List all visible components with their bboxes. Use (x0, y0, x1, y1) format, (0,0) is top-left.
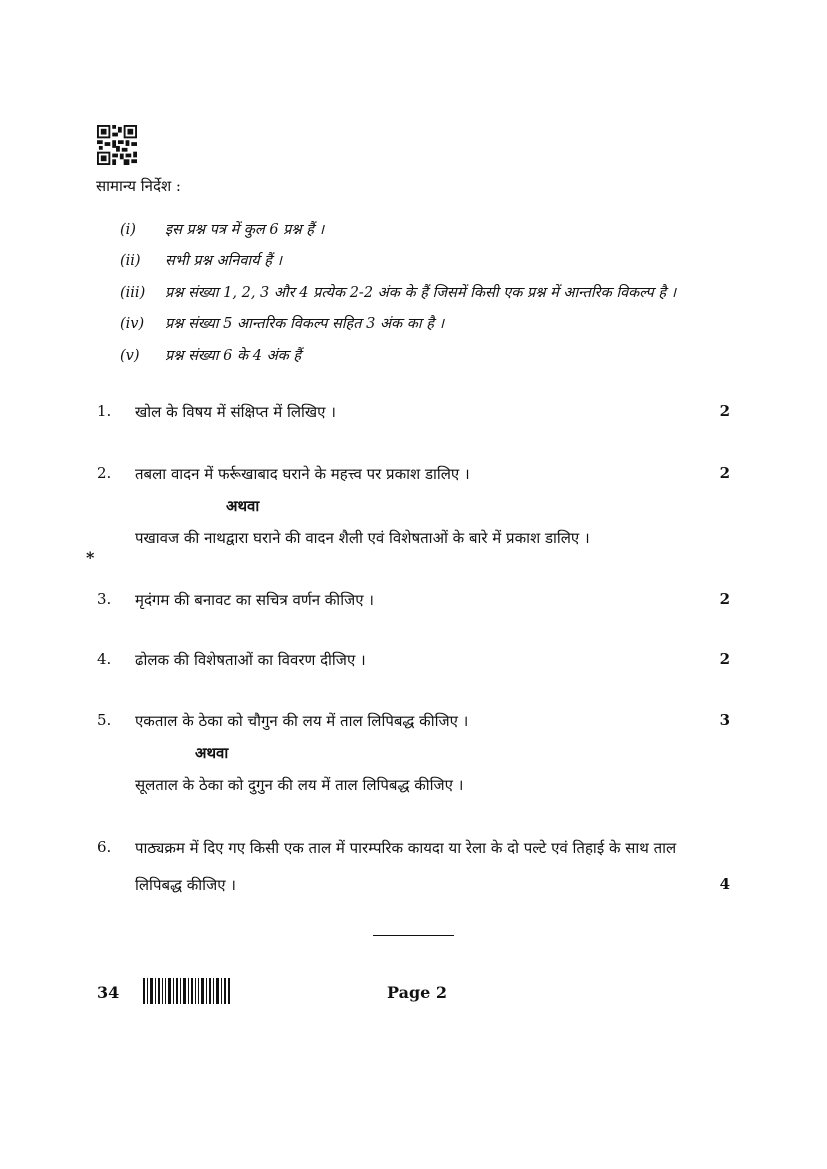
instruction-number: (iii) (120, 285, 146, 301)
instruction-text: इस प्रश्न पत्र में कुल 6 प्रश्न हैं । (165, 222, 325, 238)
instruction-text: प्रश्न संख्या 1, 2, 3 और 4 प्रत्येक 2-2 अंक के हैं जिसमें किसी एक प्रश्न में आन्तरिक विकल्प है । (165, 285, 677, 301)
question-number: 2. (97, 464, 112, 482)
alternative-question-text: पखावज की नाथद्वारा घराने की वादन शैली एवं विशेषताओं के बारे में प्रकाश डालिए । (135, 529, 590, 547)
end-divider (373, 935, 454, 936)
question-number: 5. (97, 711, 112, 729)
instruction-number: (i) (120, 222, 136, 238)
instruction-text: प्रश्न संख्या 5 आन्तरिक विकल्प सहित 3 अंक का है । (165, 316, 445, 332)
instruction-number: (ii) (120, 253, 141, 269)
question-number: 4. (97, 650, 112, 668)
question-text-line2: लिपिबद्ध कीजिए । (135, 876, 236, 894)
question-marks: 2 (719, 464, 730, 482)
question-text: ढोलक की विशेषताओं का विवरण दीजिए । (135, 651, 366, 669)
or-label: अथवा (226, 497, 260, 515)
instruction-text: सभी प्रश्न अनिवार्य हैं । (165, 253, 282, 269)
question-text: एकताल के ठेका को चौगुन की लय में ताल लिपिबद्ध कीजिए । (135, 712, 469, 730)
paper-code: 34 (97, 983, 120, 1002)
question-marks: 3 (719, 711, 730, 729)
alternative-question-text: सूलताल के ठेका को दुगुन की लय में ताल लिपिबद्ध कीजिए । (135, 776, 464, 794)
question-number: 3. (97, 590, 112, 608)
question-marks: 4 (719, 875, 730, 893)
instruction-number: (v) (120, 348, 140, 364)
question-text-line1: पाठ्यक्रम में दिए गए किसी एक ताल में पारम्परिक कायदा या रेला के दो पल्टे एवं तिहाई के साथ ताल (135, 839, 677, 857)
question-text: मृदंगम की बनावट का सचित्र वर्णन कीजिए । (135, 591, 374, 609)
question-text: खोल के विषय में संक्षिप्त में लिखिए । (135, 403, 336, 421)
question-marks: 2 (719, 402, 730, 420)
margin-asterisk: * (86, 548, 95, 567)
question-number: 6. (97, 838, 112, 856)
barcode-icon (143, 978, 231, 1004)
page-number: Page 2 (387, 983, 448, 1002)
instruction-item (120, 219, 324, 239)
question-text: तबला वादन में फर्रूखाबाद घराने के महत्त्व पर प्रकाश डालिए । (135, 465, 470, 483)
instruction-item (120, 345, 301, 365)
qr-code-icon (97, 125, 137, 165)
question-marks: 2 (719, 650, 730, 668)
question-marks: 2 (719, 590, 730, 608)
general-instructions-heading: सामान्य निर्देश : (96, 177, 181, 195)
instruction-text: प्रश्न संख्या 6 के 4 अंक हैं (165, 348, 302, 364)
instruction-item (120, 250, 282, 270)
instruction-item (120, 313, 444, 333)
question-number: 1. (97, 402, 112, 420)
or-label: अथवा (195, 744, 229, 762)
instruction-item (120, 282, 676, 302)
instruction-number: (iv) (120, 316, 145, 332)
